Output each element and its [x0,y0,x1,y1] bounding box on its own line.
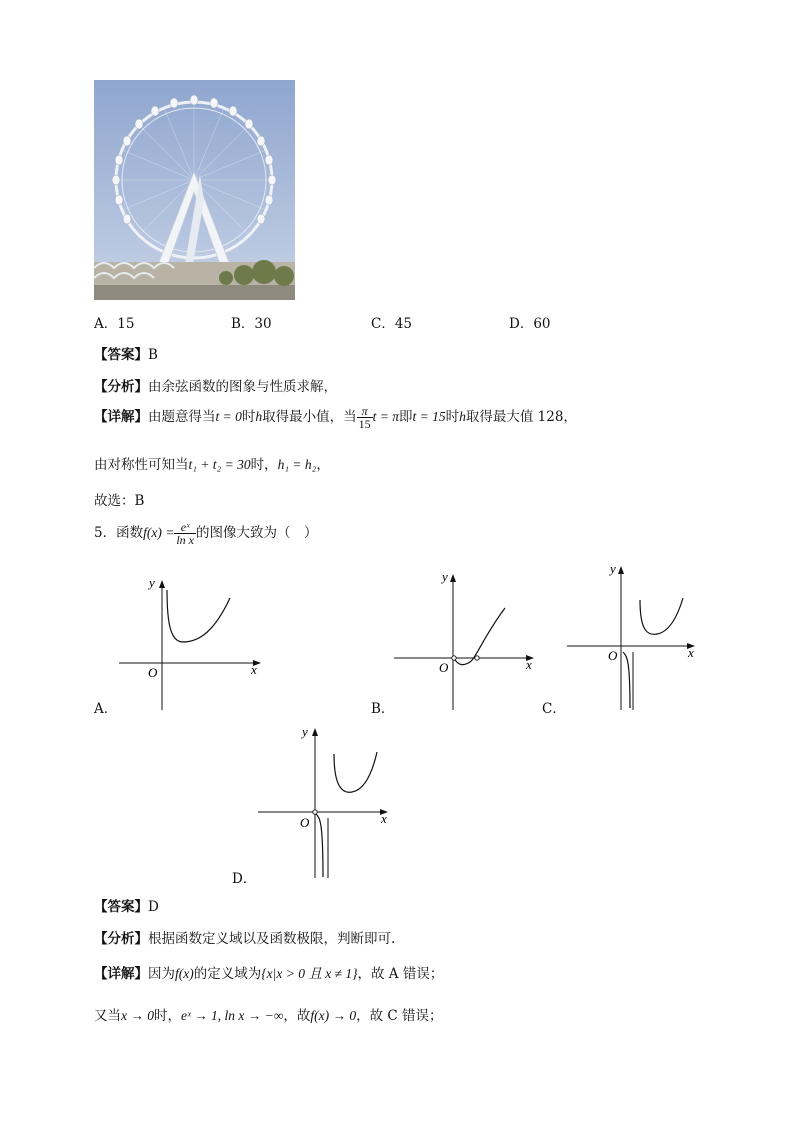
y-axis-arrow-icon [618,566,624,574]
q4-analysis: 【分析】由余弦函数的图象与性质求解， [94,379,337,395]
function-curve [167,590,230,642]
x-label: x [381,811,387,826]
right-branch-curve [334,752,377,792]
q4-option-c: C．45 [371,316,413,332]
q5-detail-line2: 又当x → 0时，eˣ → 1, ln x → −∞，故f(x) → 0，故 C 错误； [94,1008,443,1024]
y-label: y [610,561,616,576]
y-label: y [302,724,308,739]
q4-option-a: A．15 [94,316,135,332]
q4-detail-line1: 【详解】由题意得当t = 0时h取得最小值，当 $\frac{\pi}{15}$ t = π即t = 15时h取得最大值 128， [94,404,577,431]
pi-over-15-fraction: $\frac{\pi}{15}$ [358,404,371,431]
ex-over-lnx-fraction: $\frac{\text{eˣ}}{\text{ln x}}$ [176,520,194,547]
q5-detail-line1: 【详解】因为f(x)的定义域为{x|x > 0 且 x ≠ 1}，故 A 错误； [94,966,444,982]
y-axis-arrow-icon [450,574,456,582]
graph-c-label: C． [542,701,566,717]
graph-b-label: B． [371,701,395,717]
open-point-origin [313,810,317,814]
graph-option-a [115,570,265,712]
left-branch-curve [316,814,323,877]
origin-label: O [439,660,449,675]
x-label: x [526,657,532,672]
y-label: y [149,575,155,590]
x-label: x [688,645,694,660]
q4-option-d: D．60 [509,316,551,332]
q4-conclusion: 故选：B [94,493,145,509]
left-branch-curve [623,652,630,708]
q5-analysis: 【分析】根据函数定义域以及函数极限，判断即可. [94,931,396,947]
graph-option-d [256,722,394,880]
q5-stem: 5．函数f(x) = $\frac{\text{eˣ}}{\text{ln x}}$ 的图像大致为（ ） [94,520,318,547]
x-label: x [251,662,257,677]
q4-detail-line2: 由对称性可知当t₁ + t₂ = 30时，h₁ = h₂， [94,457,330,473]
ferris-wheel-photo [94,80,295,300]
y-axis-arrow-icon [159,580,165,588]
graph-option-c [565,560,701,712]
origin-label: O [608,648,618,663]
graph-d-label: D． [232,871,257,887]
open-point-origin [452,656,456,660]
q5-answer: 【答案】D [94,899,159,915]
y-label: y [442,569,448,584]
q4-answer: 【答案】B [94,347,158,363]
open-point-one [475,656,479,660]
right-branch-curve [640,598,683,634]
y-axis-arrow-icon [312,728,318,736]
q4-option-b: B．30 [231,316,272,332]
graph-option-b [392,566,540,712]
origin-label: O [300,815,310,830]
graph-a-label: A． [94,701,118,717]
origin-label: O [148,665,158,680]
function-curve [454,608,505,665]
